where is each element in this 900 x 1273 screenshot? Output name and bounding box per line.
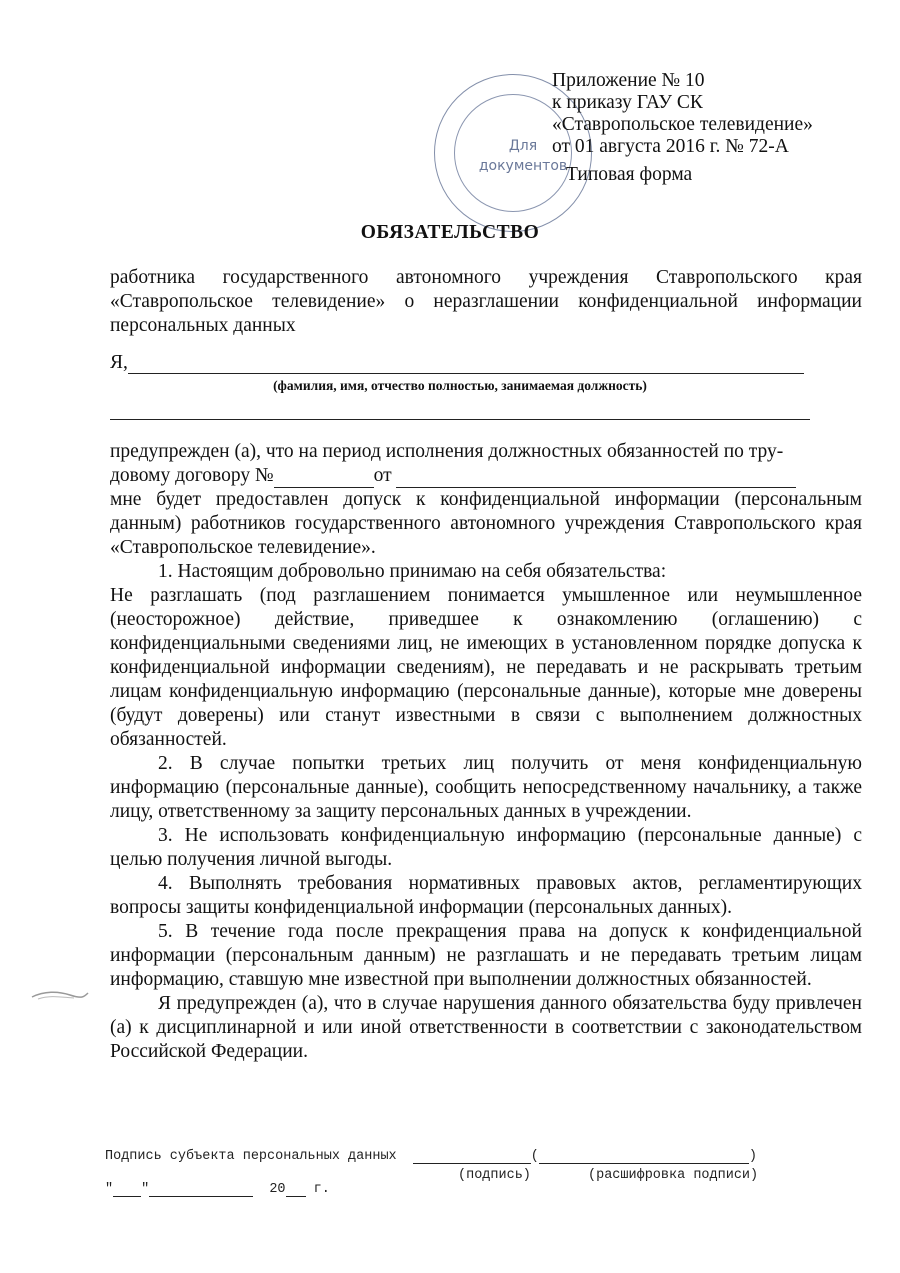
closing-text: Я предупрежден (а), что в случае нарушения данного обязательства буду привлечен (а) к дисциплинарной и или иной ответственности в соответствии с законодательством Российской Федерации. (110, 993, 862, 1062)
date-row (105, 1182, 330, 1197)
appendix-header (552, 70, 813, 158)
name-prefix: Я, (110, 352, 128, 373)
document-subtitle: работника государственного автономного учреждения Ставропольского края «Ставропольское телевидение» о неразглашении конфиденциальной информации персональных данных (110, 267, 862, 336)
decode-blank (539, 1149, 749, 1164)
contract-number-label: довому договору № (110, 465, 274, 486)
signature-label: Подпись субъекта персональных данных (105, 1149, 397, 1164)
intro-line-a: предупрежден (а), что на период исполнения должностных обязанностей по тру- (110, 441, 784, 462)
document-body (110, 440, 862, 1064)
signature-row (105, 1149, 757, 1164)
decode-caption: (расшифровка подписи) (588, 1168, 759, 1183)
header-line-3: «Ставропольское телевидение» (552, 114, 813, 135)
position-fill-row (110, 398, 810, 420)
contract-number-blank (274, 469, 374, 488)
signature-caption: (подпись) (458, 1168, 531, 1183)
intro-line-b (110, 464, 862, 488)
date-quote-close: " (141, 1182, 150, 1197)
signature-open-paren: ( (530, 1149, 539, 1164)
signature-close-paren: ) (748, 1149, 757, 1164)
item-2-text: 2. В случае попытки третьих лиц получить от меня конфиденциальную информацию (персональные данные), сообщить непосредственному начальнику, а также лицу, ответственному за защиту персональных данных в учреждении. (110, 753, 862, 822)
date-month-blank (149, 1182, 253, 1197)
item-1-text: Не разглашать (под разглашением понимается умышленное или неумышленное (неосторожное) действие, приведшее к ознакомлению (оглашению) с конфиденциальными сведениями лиц, не имеющих в установленном порядке допуска к конфиденциальной информации сведениям), не передавать и не раскрывать третьим лицам конфиденциальную информацию (персональные данные), которые мне доверены (будут доверены) или станут известными в связи с выполнением должностных обязанностей. (110, 585, 862, 750)
intro-line-c: мне будет предоставлен допуск к конфиденциальной информации (персональным данным) работников государственного автономного учреждения Ставропольского края «Ставропольское телевидение». (110, 489, 862, 558)
header-line-1: Приложение № 10 (552, 70, 705, 91)
contract-date-blank (396, 469, 796, 488)
contract-date-label: от (373, 465, 392, 486)
date-quote-open: " (105, 1182, 114, 1197)
position-blank-line (110, 399, 810, 420)
item-5-text: 5. В течение года после прекращения права на допуск к конфиденциальной информации (персональным данным) не разглашать и не передавать третьим лицам информацию, ставшую мне известной при выполнении должностных обязанностей. (110, 921, 862, 990)
item-3-text: 3. Не использовать конфиденциальную информацию (персональные данные) с целью получения личной выгоды. (110, 825, 862, 870)
date-year-blank (286, 1182, 306, 1197)
date-year-suffix: г. (313, 1182, 330, 1197)
form-type: Типовая форма (566, 164, 693, 185)
header-line-2: к приказу ГАУ СК (552, 92, 703, 113)
date-year-prefix: 20 (269, 1182, 286, 1197)
document-title: ОБЯЗАТЕЛЬСТВО (360, 222, 540, 243)
signature-blank (413, 1149, 531, 1164)
date-day-blank (113, 1182, 141, 1197)
name-fill-row (110, 352, 810, 374)
margin-smudge (30, 985, 90, 1005)
name-caption: (фамилия, имя, отчество полностью, занимаемая должность) (273, 378, 647, 393)
stamp-line-1: Для (508, 138, 538, 154)
stamp-line-2: документов (478, 158, 568, 174)
header-line-4: от 01 августа 2016 г. № 72-А (552, 136, 789, 157)
name-blank-line (128, 353, 804, 374)
item-1-heading: 1. Настоящим добровольно принимаю на себя обязательства: (158, 561, 667, 582)
item-4-text: 4. Выполнять требования нормативных правовых актов, регламентирующих вопросы защиты конфиденциальной информации (персональных данных). (110, 873, 862, 918)
